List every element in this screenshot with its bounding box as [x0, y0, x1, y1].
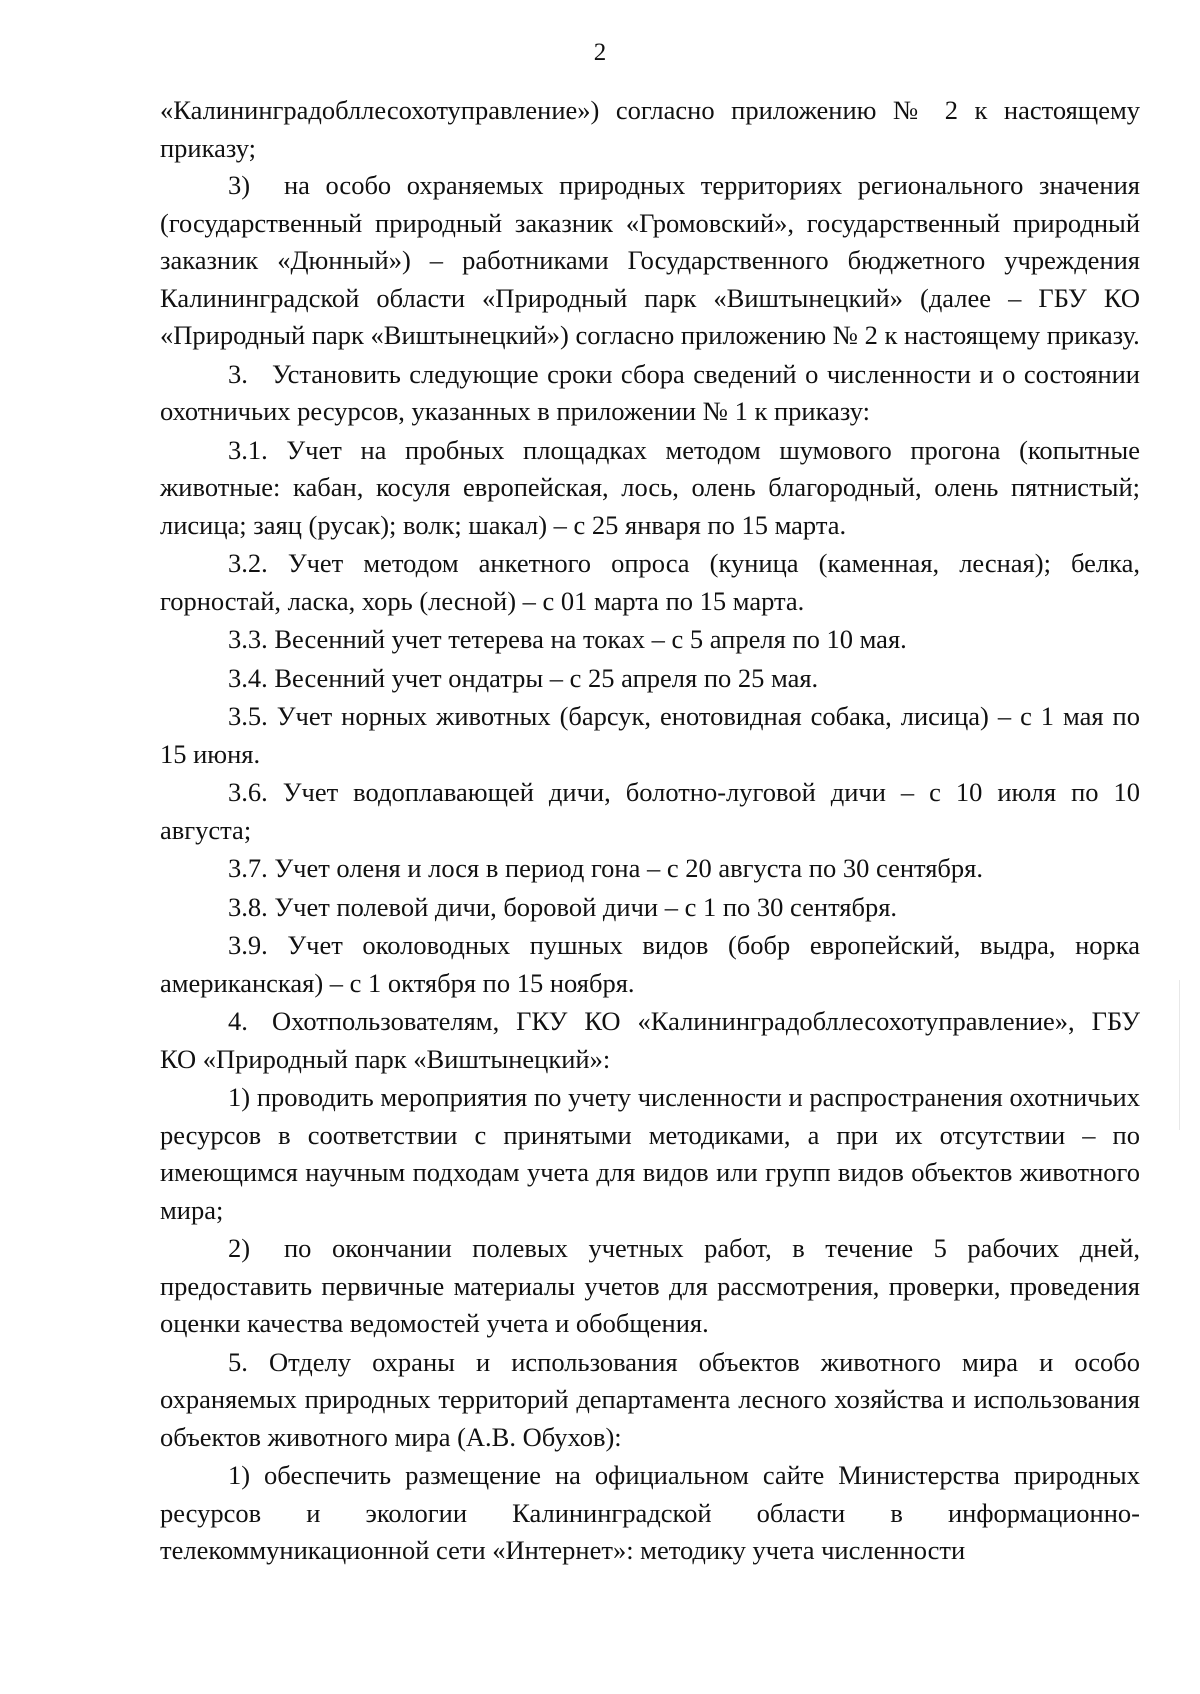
paragraph-text: 3.7. Учет оленя и лося в период гона – с 20 августа по 30 сентября. — [228, 853, 983, 883]
paragraph-text: по окончании полевых учетных работ, в течение 5 рабочих дней, предоставить первичные материалы учетов для рассмотрения, проверки, проведения оценки качества ведомостей учета и обобщения. — [160, 1233, 1140, 1338]
paragraph-text: 5. Отделу охраны и использования объектов животного мира и особо охраняемых природных территорий департамента лесного хозяйства и использования объектов животного мира (А.В. Обухов): — [160, 1346, 1140, 1452]
section-number: 4. — [228, 1006, 248, 1036]
paragraph-text: «Калининградобллесохотуправление») согласно приложению № 2 к настоящему приказу; — [160, 95, 1140, 163]
paragraph-text: 1) обеспечить размещение на официальном сайте Министерства природных ресурсов и экологии Калининградской области в информационно-телекоммуникационной сети «Интернет»: методику учета численности — [160, 1460, 1140, 1565]
subsection-3-4 — [160, 660, 1140, 698]
subsection-3-7 — [160, 850, 1140, 888]
paragraph-continuation — [160, 92, 1140, 167]
paragraph-text: 3.2. Учет методом анкетного опроса (куница (каменная, лесная); белка, горностай, ласка, хорь (лесной) – с 01 марта по 15 марта. — [160, 548, 1140, 616]
scan-edge-mark — [1179, 980, 1180, 1130]
subsection-3-8 — [160, 889, 1140, 927]
paragraph-text: 3.5. Учет норных животных (барсук, енотовидная собака, лисица) – с 1 мая по 15 июня. — [160, 701, 1140, 769]
subsection-3-9 — [160, 927, 1140, 1002]
paragraph-text: 3.4. Весенний учет ондатры – с 25 апреля по 25 мая. — [228, 662, 819, 693]
subsection-3-5 — [160, 698, 1140, 773]
section-number: 3. — [228, 358, 248, 389]
list-number: 3) — [228, 170, 251, 200]
page-number: 2 — [593, 39, 607, 66]
subsection-3-1 — [160, 432, 1140, 545]
paragraph-text: 1) проводить мероприятия по учету численности и распространения охотничьих ресурсов в соответствии с принятыми методиками, а при их отсутствии – по имеющимся научным подходам учета для видов или групп видов объектов животного мира; — [160, 1082, 1140, 1225]
section-5 — [160, 1344, 1140, 1457]
section-3 — [160, 356, 1140, 431]
paragraph-text: Установить следующие сроки сбора сведений о численности и о состоянии охотничьих ресурсов, указанных в приложении № 1 к приказу: — [160, 358, 1140, 426]
document-body — [160, 92, 1140, 1570]
subsection-3-6 — [160, 774, 1140, 849]
subsection-3-2 — [160, 545, 1140, 620]
section-4 — [160, 1003, 1140, 1078]
paragraph-text: 3.8. Учет полевой дичи, боровой дичи – с 1 по 30 сентября. — [228, 891, 898, 922]
subsection-3-3 — [160, 621, 1140, 659]
paragraph-text: 3.1. Учет на пробных площадках методом шумового прогона (копытные животные: кабан, косуля европейская, лось, олень благородный, олень пятнистый; лисица; заяц (русак); волк; шакал) – с 25 января по 15 марта. — [160, 434, 1140, 540]
section-4-item-1 — [160, 1079, 1140, 1229]
list-number: 2) — [228, 1233, 251, 1263]
paragraph-text: 3.6. Учет водоплавающей дичи, болотно-луговой дичи – с 10 июля по 10 августа; — [160, 777, 1140, 845]
list-item-3 — [160, 167, 1140, 355]
paragraph-text: на особо охраняемых природных территориях регионального значения (государственный природный заказник «Громовский», государственный природный заказник «Дюнный») – работниками Государственного бюджетного учреждения Калининградской области «Природный парк «Виштынецкий» (далее – ГБУ КО «Природный парк «Виштынецкий») согласно приложению № 2 к настоящему приказу. — [160, 170, 1140, 350]
paragraph-text: 3.3. Весенний учет тетерева на токах – с 5 апреля по 10 мая. — [228, 624, 907, 654]
section-5-item-1 — [160, 1457, 1140, 1570]
paragraph-text: 3.9. Учет околоводных пушных видов (бобр европейский, выдра, норка американская) – с 1 октября по 15 ноября. — [160, 930, 1140, 998]
paragraph-text: Охотпользователям, ГКУ КО «Калининградобллесохотуправление», ГБУ КО «Природный парк «Виштынецкий»: — [160, 1006, 1140, 1074]
section-4-item-2 — [160, 1230, 1140, 1343]
